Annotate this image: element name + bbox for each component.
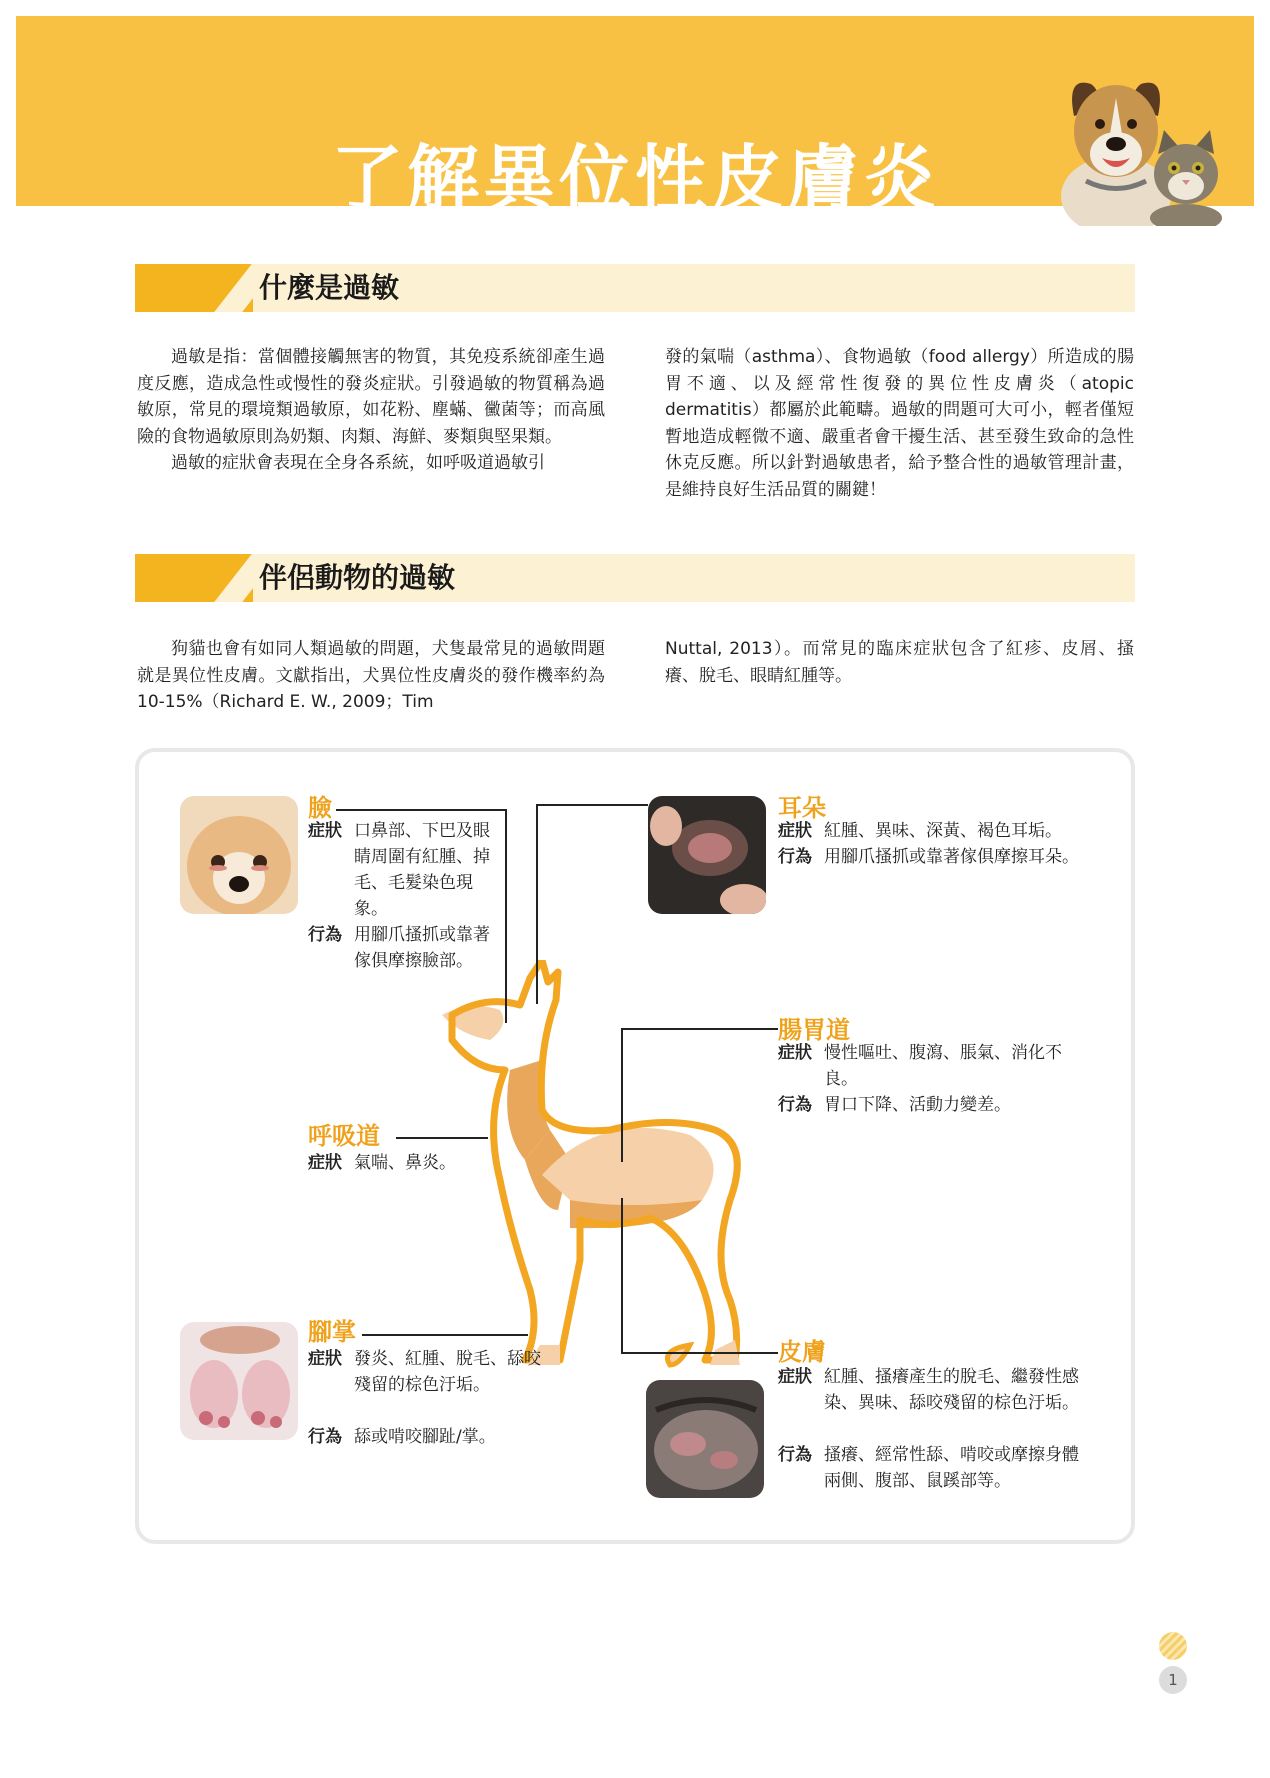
face-photo [180, 796, 298, 914]
face-behavior [308, 922, 498, 1000]
section1-left-column [137, 344, 605, 477]
paragraph: 過敏是指：當個體接觸無害的物質，其免疫系統卻產生過度反應，造成急性或慢性的發炎症狀。引發過敏的物質稱為過敏原，常見的環境類過敏原，如花粉、塵蟎、黴菌等；而高風險的食物過敏原則為奶類、肉類、海鮮、麥類與堅果類。 [137, 347, 605, 447]
paw-behavior-text: 舔或啃咬腳趾/掌。 [354, 1427, 496, 1447]
paw-symptom [308, 1346, 558, 1424]
ear-behavior [778, 844, 1098, 896]
face-symptom [308, 818, 498, 922]
section-heading-pet-allergy [135, 554, 1135, 602]
face-leader-line [336, 809, 506, 811]
paw-leader-line [362, 1334, 528, 1336]
gi-leader-line [622, 1028, 778, 1030]
gi-behavior [778, 1092, 1098, 1118]
symptom-tag: 症狀 [308, 1349, 342, 1369]
paragraph: 狗貓也會有如同人類過敏的問題，犬隻最常見的過敏問題就是異位性皮膚。文獻指出，犬異位性皮膚炎的發作機率約為10-15%（Richard E. W., 2009；Tim [137, 639, 605, 712]
skin-symptom [778, 1364, 1098, 1442]
behavior-tag: 行為 [308, 1427, 342, 1447]
skin-photo [646, 1380, 764, 1498]
paw-behavior [308, 1424, 558, 1450]
resp-title: 呼吸道 [308, 1122, 380, 1150]
face-title: 臉 [308, 794, 332, 822]
section-heading-allergy [135, 264, 1135, 312]
section-heading-label: 什麼是過敏 [259, 271, 400, 304]
behavior-tag: 行為 [778, 1095, 812, 1115]
symptom-tag: 症狀 [308, 1153, 342, 1173]
face-leader-line [505, 809, 507, 1023]
skin-symptom-text: 紅腫、搔癢產生的脫毛、繼發性感染、異味、舔咬殘留的棕色汙垢。 [824, 1367, 1079, 1413]
resp-leader-line [396, 1137, 488, 1139]
resp-symptom [308, 1150, 508, 1176]
gi-title: 腸胃道 [778, 1016, 850, 1044]
behavior-tag: 行為 [308, 925, 342, 945]
skin-leader-line [621, 1198, 623, 1354]
gi-leader-line [621, 1028, 623, 1162]
paw-photo [180, 1322, 298, 1440]
page-number: 1 [1159, 1666, 1187, 1694]
section-heading-label: 伴侶動物的過敏 [259, 561, 456, 594]
symptom-tag: 症狀 [778, 1367, 812, 1387]
ear-symptom [778, 818, 1098, 844]
paw-symptom-text: 發炎、紅腫、脫毛、舔咬殘留的棕色汙垢。 [354, 1349, 541, 1395]
face-behavior-text: 用腳爪搔抓或靠著傢俱摩擦臉部。 [354, 925, 490, 971]
resp-symptom-text: 氣喘、鼻炎。 [354, 1153, 456, 1173]
skin-behavior-text: 搔癢、經常性舔、啃咬或摩擦身體兩側、腹部、鼠蹊部等。 [824, 1445, 1079, 1491]
dog-and-cat-photo [1046, 46, 1226, 226]
ear-leader-line [536, 804, 538, 1004]
ear-photo [648, 796, 766, 914]
behavior-tag: 行為 [778, 1445, 812, 1465]
paragraph: 過敏的症狀會表現在全身各系統，如呼吸道過敏引 [171, 453, 545, 473]
ear-title: 耳朵 [778, 794, 826, 822]
symptom-tag: 症狀 [778, 1043, 812, 1063]
page-decoration [1159, 1632, 1187, 1660]
section2-left-column [137, 636, 605, 716]
gi-behavior-text: 胃口下降、活動力變差。 [824, 1095, 1011, 1115]
ear-symptom-text: 紅腫、異味、深黃、褐色耳垢。 [824, 821, 1062, 841]
symptom-tag: 症狀 [778, 821, 812, 841]
gi-symptom [778, 1040, 1098, 1092]
paw-title: 腳掌 [308, 1318, 356, 1346]
ear-behavior-text: 用腳爪搔抓或靠著傢俱摩擦耳朵。 [824, 847, 1079, 867]
page-title: 了解異位性皮膚炎 [330, 137, 939, 221]
section1-right-column [665, 344, 1134, 503]
gi-symptom-text: 慢性嘔吐、腹瀉、脹氣、消化不良。 [824, 1043, 1062, 1089]
paragraph: 發的氣喘（asthma）、食物過敏（food allergy）所造成的腸胃不適、以及經常性復發的異位性皮膚炎（atopic dermatitis）都屬於此範疇。過敏的問題可大可小，輕者僅短暫地造成輕微不適、嚴重者會干擾生活、甚至發生致命的急性休克反應。所以針對過敏患者，給予整合性的過敏管理計畫，是維持良好生活品質的關鍵！ [665, 347, 1134, 500]
paragraph: Nuttal, 2013）。而常見的臨床症狀包含了紅疹、皮屑、搔癢、脫毛、眼睛紅腫等。 [665, 639, 1134, 686]
behavior-tag: 行為 [778, 847, 812, 867]
symptom-tag: 症狀 [308, 821, 342, 841]
skin-behavior [778, 1442, 1098, 1494]
ear-leader-line [536, 804, 648, 806]
header-banner [16, 16, 1254, 221]
skin-title: 皮膚 [778, 1338, 826, 1366]
face-symptom-text: 口鼻部、下巴及眼睛周圍有紅腫、掉毛、毛髮染色現象。 [354, 821, 490, 919]
skin-leader-line [622, 1352, 778, 1354]
section2-right-column [665, 636, 1134, 689]
